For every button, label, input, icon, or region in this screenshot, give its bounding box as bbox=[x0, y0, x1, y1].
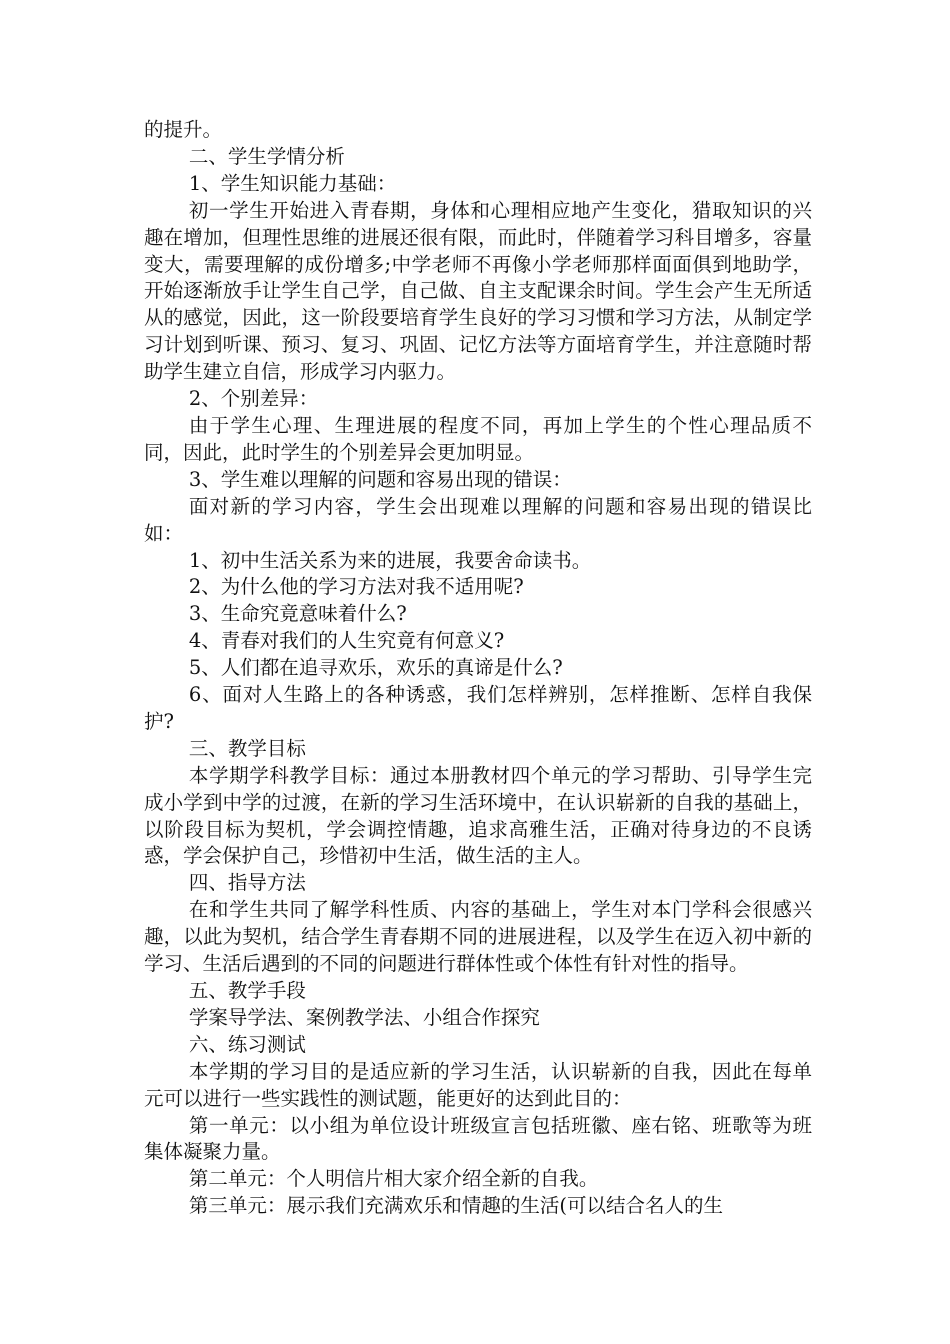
subheading-difficult-problems: 3、学生难以理解的问题和容易出现的错误： bbox=[188, 467, 572, 491]
paragraph-practice-tests: 本学期的学习目的是适应新的学习生活，认识崭新的自我，因此在每单元可以进行一些实践性的测试题，能更好的达到此目的： bbox=[144, 1059, 812, 1110]
paragraph-unit-1: 第一单元：以小组为单位设计班级宣言包括班徽、座右铭、班歌等为班集体凝聚力量。 bbox=[144, 1113, 812, 1164]
subheading-individual-differences: 2、个别差异： bbox=[188, 387, 319, 411]
list-item-question-5: 5、人们都在追寻欢乐，欢乐的真谛是什么? bbox=[188, 656, 563, 680]
paragraph-continuation: 的提升。 bbox=[144, 118, 223, 141]
paragraph-knowledge-base: 初一学生开始进入青春期，身体和心理相应地产生变化，猎取知识的兴趣在增加，但理性思维的进展还很有限，而此时，伴随着学习科目增多，容量变大，需要理解的成份增多;中学老师不再像小学老师那样面面俱到地助学，开始逐渐放手让学生自己学，自己做、自主支配课余时间。学生会产生无所适从的感觉，因此，这一阶段要培育学生良好的学习习惯和学习方法，从制定学习计划到听课、预习、复习、巩固、记忆方法等方面培育学生，并注意随时帮助学生建立自信，形成学习内驱力。 bbox=[144, 198, 812, 384]
paragraph-unit-3: 第三单元：展示我们充满欢乐和情趣的生活(可以结合名人的生 bbox=[188, 1194, 723, 1218]
paragraph-unit-2: 第二单元：个人明信片相大家介绍全新的自我。 bbox=[188, 1167, 599, 1191]
section-heading-guidance-methods: 四、指导方法 bbox=[188, 871, 306, 895]
paragraph-teaching-goals: 本学期学科教学目标：通过本册教材四个单元的学习帮助、引导学生完成小学到中学的过渡，在新的学习生活环境中，在认识崭新的自我的基础上，以阶段目标为契机，学会调控情趣，追求高雅生活，正确对待身边的不良诱惑，学会保护自己，珍惜初中生活，做生活的主人。 bbox=[144, 763, 812, 868]
list-item-question-6: 6、面对人生路上的各种诱惑，我们怎样辨别，怎样推断、怎样自我保护? bbox=[144, 683, 812, 733]
section-heading-teaching-means: 五、教学手段 bbox=[188, 979, 306, 1002]
paragraph-individual-differences: 由于学生心理、生理进展的程度不同，再加上学生的个性心理品质不同，因此，此时学生的个别差异会更加明显。 bbox=[144, 413, 812, 464]
paragraph-teaching-means: 学案导学法、案例教学法、小组合作探究 bbox=[188, 1005, 540, 1029]
list-item-question-3: 3、生命究竟意味着什么? bbox=[188, 602, 407, 626]
list-item-question-2: 2、为什么他的学习方法对我不适用呢? bbox=[188, 575, 524, 599]
paragraph-guidance-methods: 在和学生共同了解学科性质、内容的基础上，学生对本门学科会很感兴趣，以此为契机，结合学生青春期不同的进展进程，以及学生在迈入初中新的学习、生活后遇到的不同的问题进行群体性或个体性有针对性的指导。 bbox=[144, 898, 812, 976]
section-heading-teaching-goals: 三、教学目标 bbox=[188, 736, 306, 760]
list-item-question-1: 1、初中生活关系为来的进展，我要舍命读书。 bbox=[188, 548, 592, 572]
document-page bbox=[144, 117, 812, 1220]
subheading-knowledge-base: 1、学生知识能力基础： bbox=[188, 171, 397, 195]
list-item-question-4: 4、青春对我们的人生究竟有何意义? bbox=[188, 629, 505, 653]
section-heading-student-analysis: 二、学生学情分析 bbox=[188, 144, 345, 168]
section-heading-practice-tests: 六、练习测试 bbox=[188, 1032, 306, 1056]
paragraph-difficult-problems: 面对新的学习内容，学生会出现难以理解的问题和容易出现的错误比如： bbox=[144, 494, 812, 545]
